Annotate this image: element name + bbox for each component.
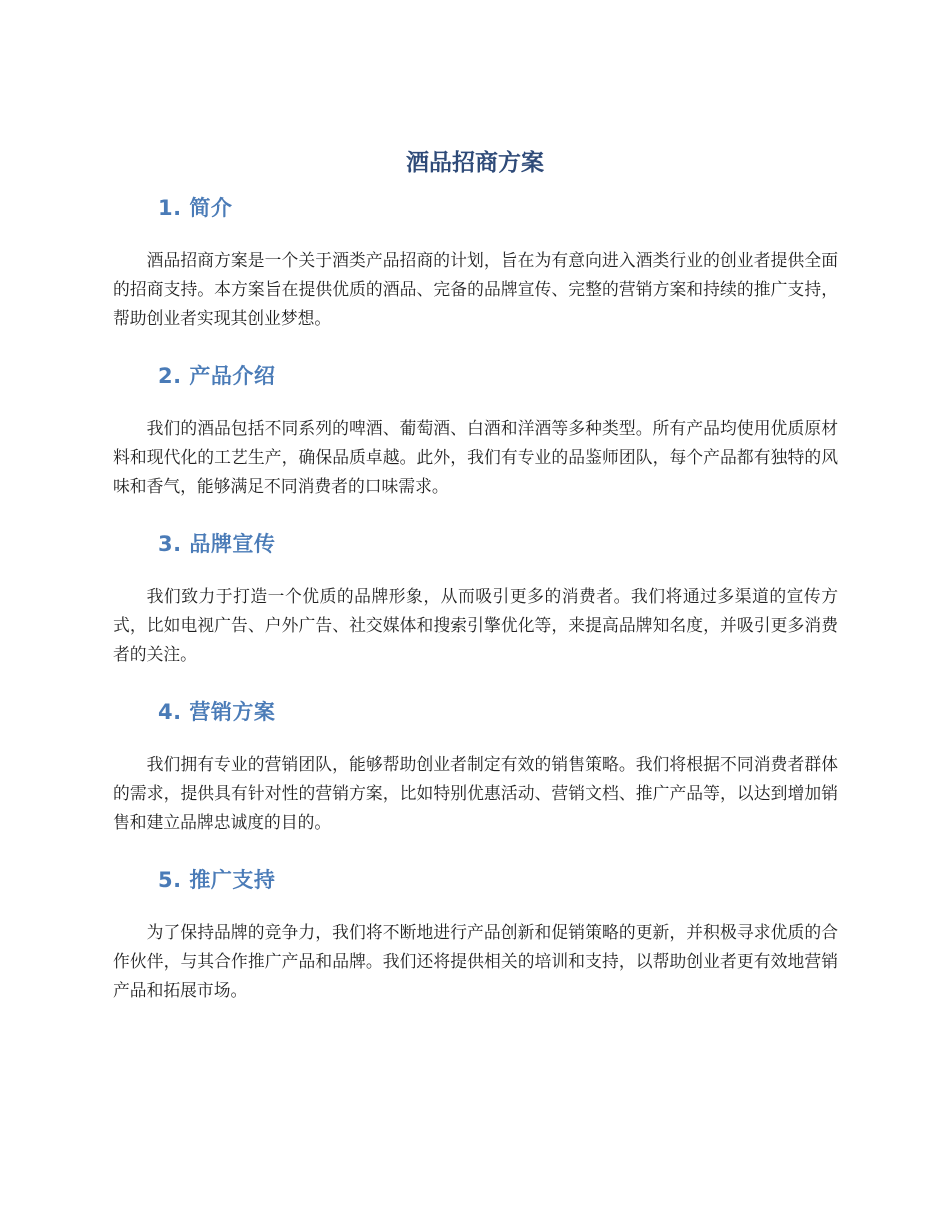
section-heading: 2. 产品介绍 (158, 364, 276, 388)
section-marketing-plan (113, 696, 838, 837)
section-heading: 5. 推广支持 (158, 868, 276, 892)
section-heading: 3. 品牌宣传 (158, 532, 276, 556)
section-body: 为了保持品牌的竞争力，我们将不断地进行产品创新和促销策略的更新，并积极寻求优质的合作伙伴，与其合作推广产品和品牌。我们还将提供相关的培训和支持，以帮助创业者更有效地营销产品和拓展市场。 (113, 922, 838, 1000)
section-body: 我们的酒品包括不同系列的啤酒、葡萄酒、白酒和洋酒等多种类型。所有产品均使用优质原材料和现代化的工艺生产，确保品质卓越。此外，我们有专业的品鉴师团队，每个产品都有独特的风味和香气，能够满足不同消费者的口味需求。 (113, 418, 838, 496)
section-body: 我们致力于打造一个优质的品牌形象，从而吸引更多的消费者。我们将通过多渠道的宣传方式，比如电视广告、户外广告、社交媒体和搜索引擎优化等，来提高品牌知名度，并吸引更多消费者的关注。 (113, 586, 838, 664)
section-introduction (113, 192, 838, 333)
page-title: 酒品招商方案 (406, 150, 544, 176)
section-heading: 1. 简介 (158, 196, 233, 220)
section-body: 我们拥有专业的营销团队，能够帮助创业者制定有效的销售策略。我们将根据不同消费者群体的需求，提供具有针对性的营销方案，比如特别优惠活动、营销文档、推广产品等，以达到增加销售和建立品牌忠诚度的目的。 (113, 754, 838, 832)
section-body: 酒品招商方案是一个关于酒类产品招商的计划，旨在为有意向进入酒类行业的创业者提供全面的招商支持。本方案旨在提供优质的酒品、完备的品牌宣传、完整的营销方案和持续的推广支持，帮助创业者实现其创业梦想。 (113, 250, 838, 328)
section-brand-promotion (113, 528, 838, 669)
section-heading: 4. 营销方案 (158, 700, 276, 724)
section-products (113, 360, 838, 501)
section-promotion-support (113, 864, 838, 1005)
